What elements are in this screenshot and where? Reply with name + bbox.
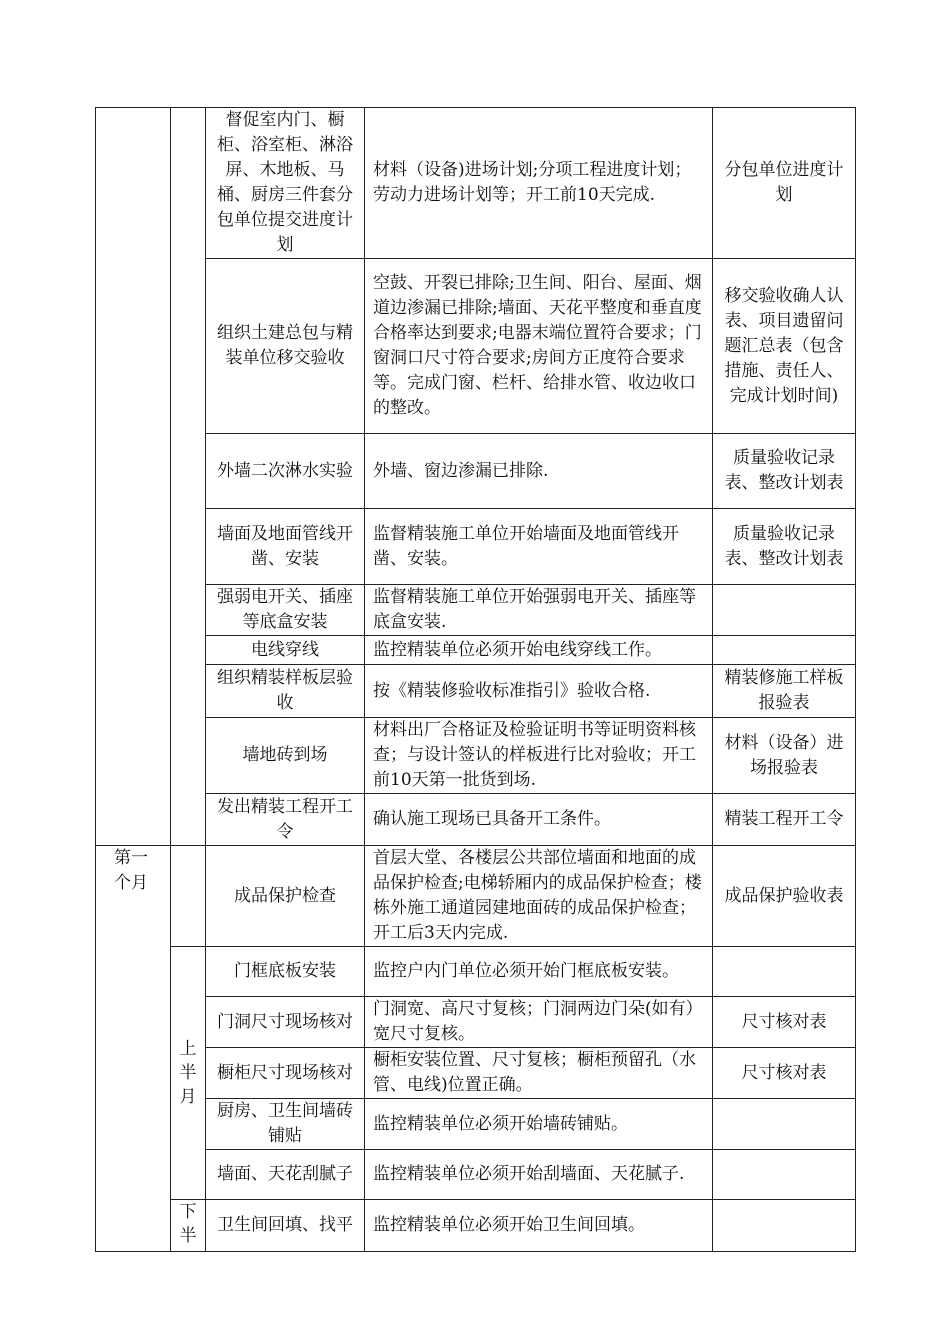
desc-cell: 监控户内门单位必须开始门框底板安装。 — [365, 947, 713, 997]
output-cell: 移交验收确人认表、项目遗留问题汇总表（包含措施、责任人、完成计划时间) — [713, 259, 856, 434]
output-cell — [713, 1200, 856, 1252]
desc-cell: 确认施工现场已具备开工条件。 — [365, 794, 713, 846]
table-row — [96, 585, 856, 636]
table-row — [96, 846, 856, 947]
month-label: 第一个月 — [96, 846, 171, 1252]
item-cell: 外墙二次淋水实验 — [206, 434, 365, 509]
desc-cell: 首层大堂、各楼层公共部位墙面和地面的成品保护检查;电梯轿厢内的成品保护检查；楼栋外施工通道园建地面砖的成品保护检查；开工后3天内完成. — [365, 846, 713, 947]
desc-cell: 外墙、窗边渗漏已排除. — [365, 434, 713, 509]
desc-cell: 监督精装施工单位开始强弱电开关、插座等底盒安装. — [365, 585, 713, 636]
item-cell: 成品保护检查 — [206, 846, 365, 947]
month-cell-empty — [96, 108, 171, 846]
output-cell: 分包单位进度计划 — [713, 108, 856, 259]
schedule-table-page — [95, 107, 855, 1252]
table-row — [96, 636, 856, 665]
output-cell: 材料（设备）进场报验表 — [713, 718, 856, 794]
item-cell: 组织精装样板层验收 — [206, 665, 365, 718]
desc-cell: 监督精装施工单位开始墙面及地面管线开凿、安装。 — [365, 509, 713, 585]
desc-cell: 监控精装单位必须开始卫生间回填。 — [365, 1200, 713, 1252]
item-cell: 门框底板安装 — [206, 947, 365, 997]
table-row — [96, 1099, 856, 1150]
lower-half-label: 下半 — [171, 1200, 206, 1252]
output-cell — [713, 636, 856, 665]
table-row — [96, 434, 856, 509]
table-row — [96, 1200, 856, 1252]
item-cell: 厨房、卫生间墙砖铺贴 — [206, 1099, 365, 1150]
desc-cell: 监控精装单位必须开始墙砖铺贴。 — [365, 1099, 713, 1150]
desc-cell: 监控精装单位必须开始电线穿线工作。 — [365, 636, 713, 665]
schedule-table — [95, 107, 856, 1252]
desc-cell: 空鼓、开裂已排除;卫生间、阳台、屋面、烟道边渗漏已排除;墙面、天花平整度和垂直度合格率达到要求;电器末端位置符合要求；门窗洞口尺寸符合要求;房间方正度符合要求等。完成门窗、栏杆、给排水管、收边收口的整改。 — [365, 259, 713, 434]
desc-cell: 监控精装单位必须开始刮墙面、天花腻子. — [365, 1150, 713, 1200]
item-cell: 墙地砖到场 — [206, 718, 365, 794]
item-cell: 强弱电开关、插座等底盒安装 — [206, 585, 365, 636]
desc-cell: 门洞宽、高尺寸复核；门洞两边门朵(如有）宽尺寸复核。 — [365, 997, 713, 1048]
half-cell-empty — [171, 108, 206, 846]
output-cell: 精装修施工样板报验表 — [713, 665, 856, 718]
desc-cell: 材料（设备)进场计划;分项工程进度计划；劳动力进场计划等；开工前10天完成. — [365, 108, 713, 259]
table-row — [96, 665, 856, 718]
table-row — [96, 1150, 856, 1200]
item-cell: 墙面、天花刮腻子 — [206, 1150, 365, 1200]
table-row — [96, 509, 856, 585]
table-row — [96, 794, 856, 846]
output-cell: 质量验收记录表、整改计划表 — [713, 509, 856, 585]
output-cell — [713, 947, 856, 997]
output-cell — [713, 1099, 856, 1150]
desc-cell: 材料出厂合格证及检验证明书等证明资料核查；与设计签认的样板进行比对验收；开工前10天第一批货到场. — [365, 718, 713, 794]
item-cell: 发出精装工程开工令 — [206, 794, 365, 846]
output-cell: 精装工程开工令 — [713, 794, 856, 846]
table-row — [96, 718, 856, 794]
table-row — [96, 259, 856, 434]
output-cell — [713, 585, 856, 636]
desc-cell: 橱柜安装位置、尺寸复核；橱柜预留孔（水管、电线)位置正确。 — [365, 1048, 713, 1099]
item-cell: 电线穿线 — [206, 636, 365, 665]
item-cell: 督促室内门、橱柜、浴室柜、淋浴屏、木地板、马桶、厨房三件套分包单位提交进度计划 — [206, 108, 365, 259]
item-cell: 门洞尺寸现场核对 — [206, 997, 365, 1048]
item-cell: 墙面及地面管线开凿、安装 — [206, 509, 365, 585]
output-cell: 成品保护验收表 — [713, 846, 856, 947]
item-cell: 组织土建总包与精装单位移交验收 — [206, 259, 365, 434]
item-cell: 橱柜尺寸现场核对 — [206, 1048, 365, 1099]
table-row — [96, 947, 856, 997]
half-cell-empty — [171, 846, 206, 947]
output-cell: 尺寸核对表 — [713, 1048, 856, 1099]
output-cell: 尺寸核对表 — [713, 997, 856, 1048]
output-cell: 质量验收记录表、整改计划表 — [713, 434, 856, 509]
item-cell: 卫生间回填、找平 — [206, 1200, 365, 1252]
upper-half-label: 上半月 — [171, 947, 206, 1200]
desc-cell: 按《精装修验收标准指引》验收合格. — [365, 665, 713, 718]
table-row — [96, 108, 856, 259]
output-cell — [713, 1150, 856, 1200]
table-row — [96, 1048, 856, 1099]
table-row — [96, 997, 856, 1048]
